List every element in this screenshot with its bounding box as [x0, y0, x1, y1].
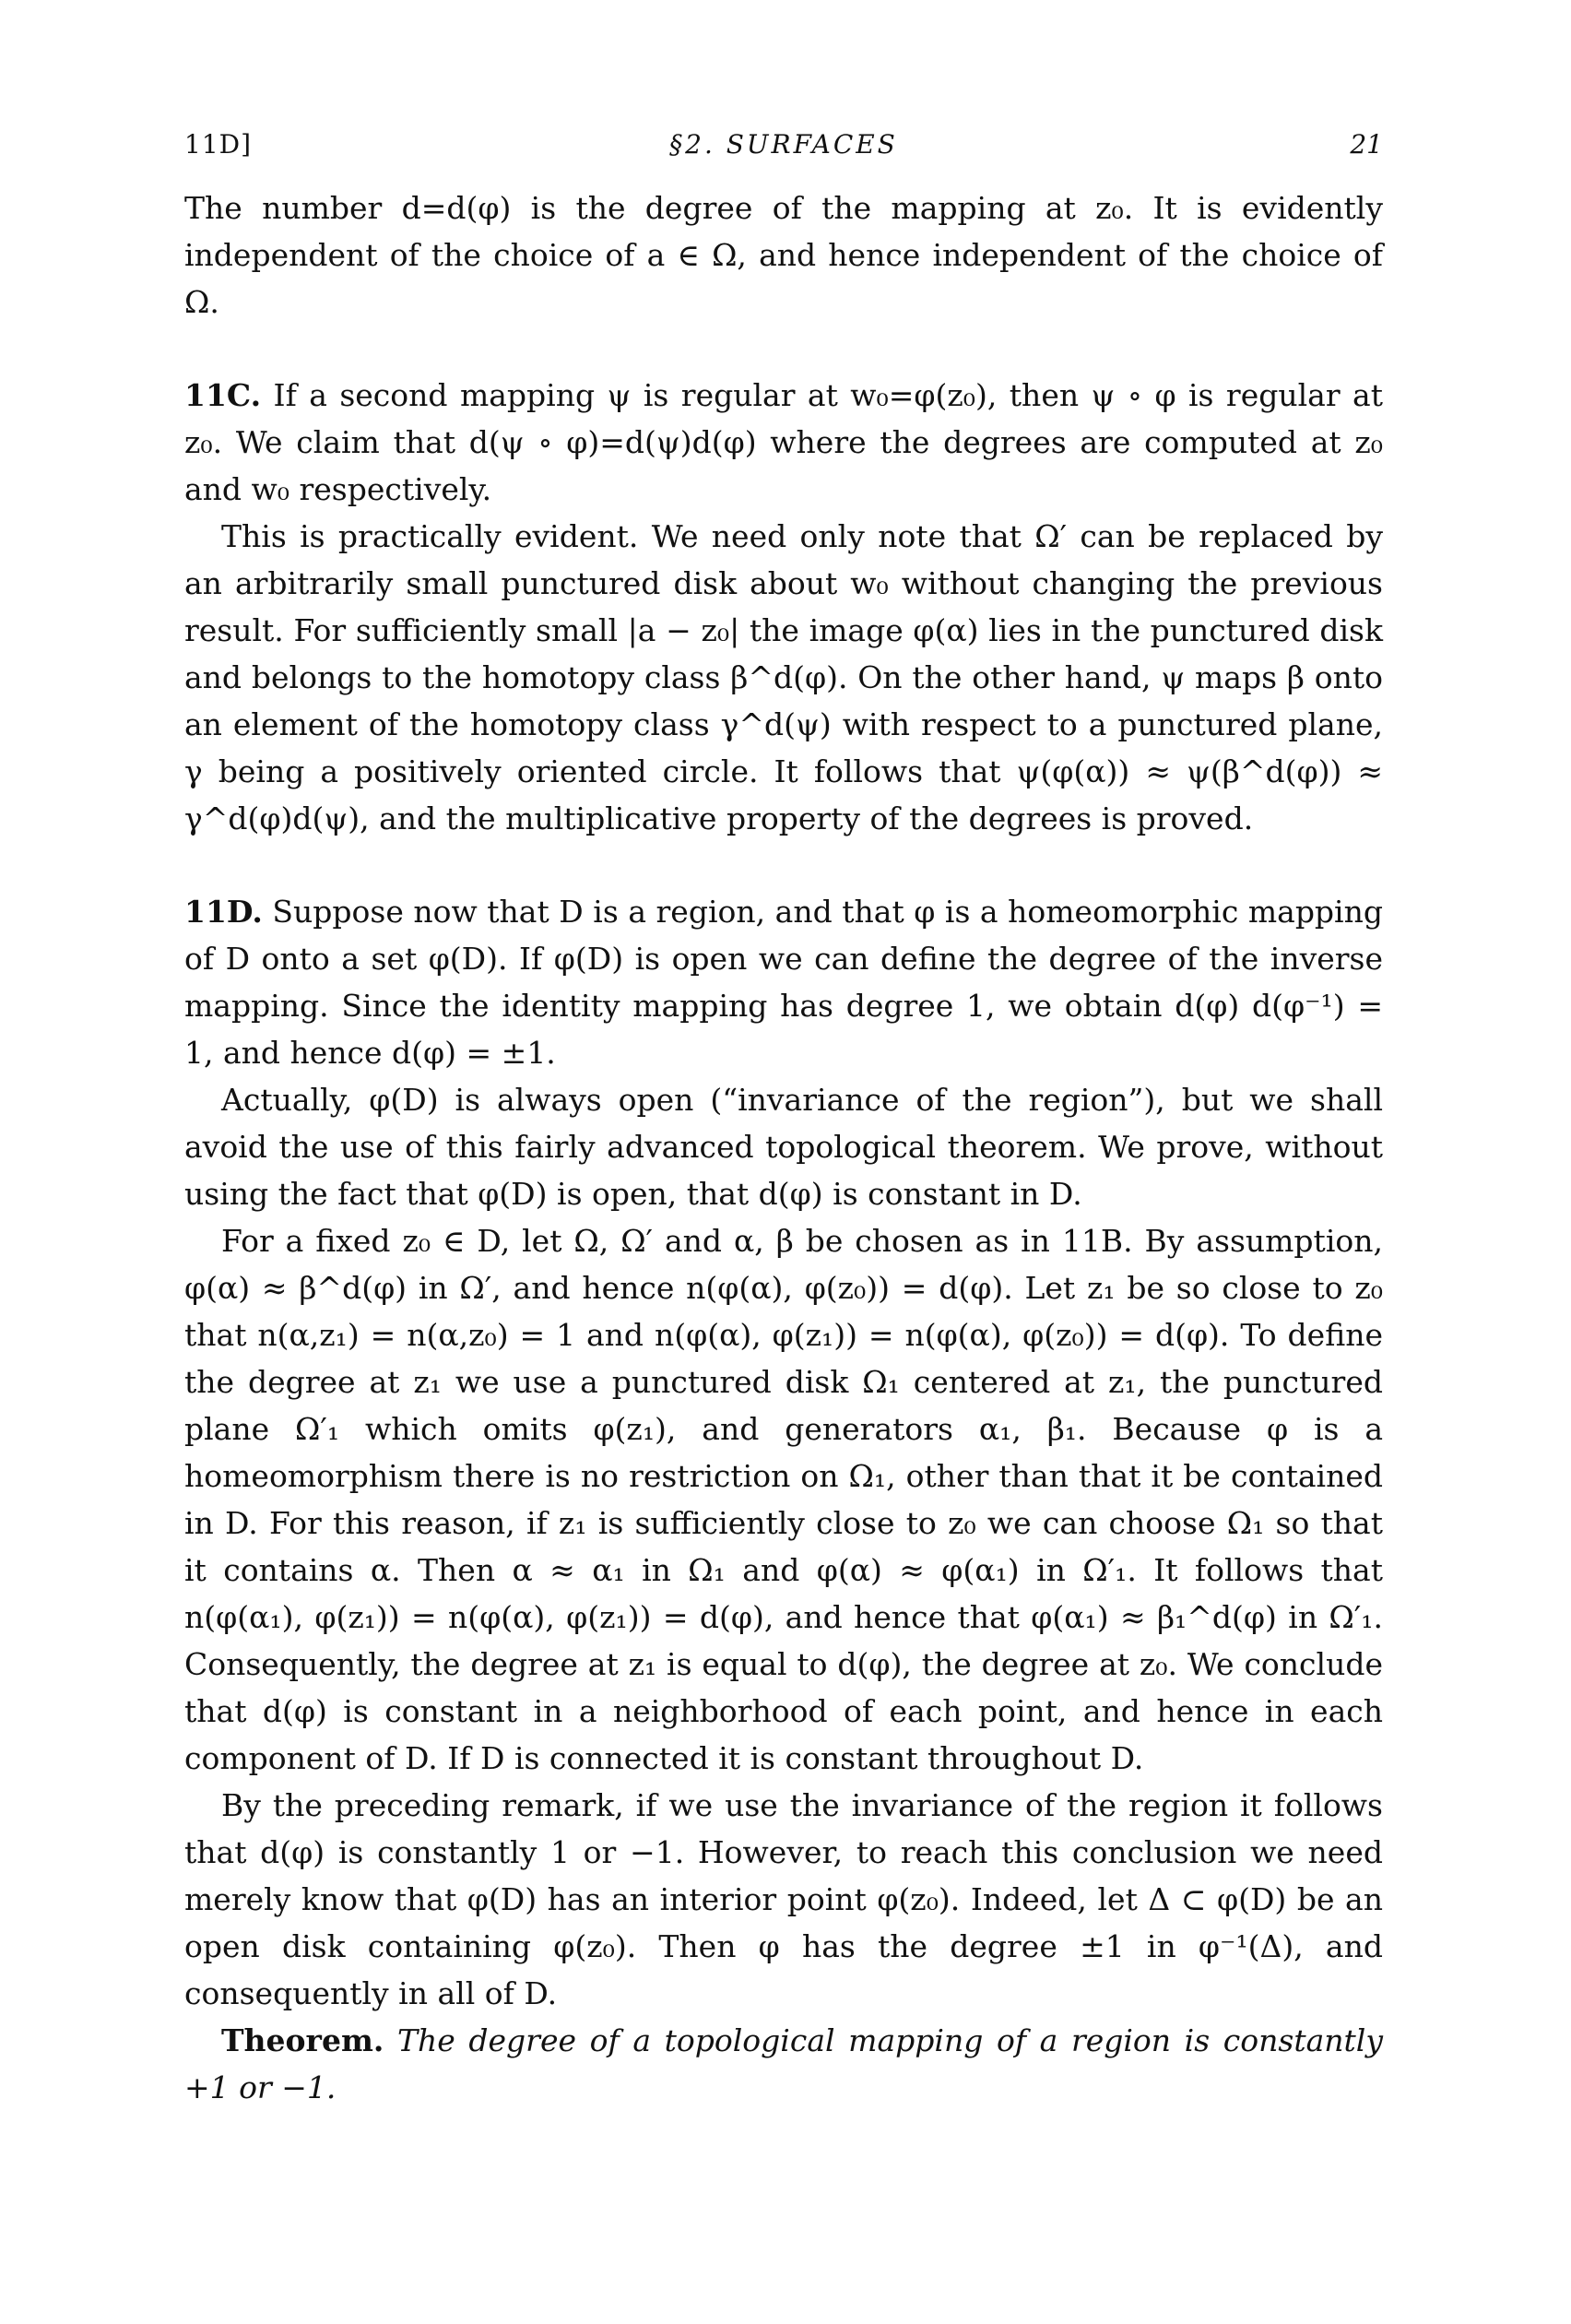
page-number: 21	[1350, 129, 1383, 160]
section-11c-text: If a second mapping ψ is regular at w₀=φ(z₀), then ψ ∘ φ is regular at z₀. We claim that d(ψ ∘ φ)=d(ψ)d(φ) where the degrees are computed at z₀ and w₀ respectively.	[184, 377, 1383, 507]
spacer	[184, 326, 1383, 372]
paragraph-fixed-point: For a fixed z₀ ∈ D, let Ω, Ω′ and α, β be chosen as in 11B. By assumption, φ(α) ≈ β^d(φ) in Ω′, and hence n(φ(α), φ(z₀)) = d(φ). Let z₁ be so close to z₀ that n(α,z₁) = n(α,z₀) = 1 and n(φ(α), φ(z₁)) = n(φ(α), φ(z₀)) = d(φ). To define the degree at z₁ we use a punctured disk Ω₁ centered at z₁, the punctured plane Ω′₁ which omits φ(z₁), and generators α₁, β₁. Because φ is a homeomorphism there is no restriction on Ω₁, other than that it be contained in D. For this reason, if z₁ is sufficiently close to z₀ we can choose Ω₁ so that it contains α. Then α ≈ α₁ in Ω₁ and φ(α) ≈ φ(α₁) in Ω′₁. It follows that n(φ(α₁), φ(z₁)) = n(φ(α), φ(z₁)) = d(φ), and hence that φ(α₁) ≈ β₁^d(φ) in Ω′₁. Consequently, the degree at z₁ is equal to d(φ), the degree at z₀. We conclude that d(φ) is constant in a neighborhood of each point, and hence in each component of D. If D is connected it is constant throughout D.	[184, 1223, 1383, 1776]
theorem-label: Theorem.	[221, 2022, 384, 2058]
section-11d-label: 11D.	[184, 894, 263, 930]
page	[184, 129, 1383, 2111]
section-11c-label: 11C.	[184, 377, 262, 413]
paragraph-invariance: Actually, φ(D) is always open (“invariance of the region”), but we shall avoid the use of this fairly advanced topological theorem. We prove, without using the fact that φ(D) is open, that d(φ) is constant in D.	[184, 1082, 1383, 1212]
theorem	[184, 2017, 1383, 2111]
spacer	[184, 842, 1383, 888]
paragraph-degree-definition: The number d=d(φ) is the degree of the mapping at z₀. It is evidently independent of the choice of a ∈ Ω, and hence independent of the choice of Ω.	[184, 190, 1383, 320]
section-11d-text: Suppose now that D is a region, and that φ is a homeomorphic mapping of D onto a set φ(D). If φ(D) is open we can define the degree of the inverse mapping. Since the identity mapping has degree 1, we obtain d(φ) d(φ⁻¹) = 1, and hence d(φ) = ±1.	[184, 894, 1383, 1071]
paragraph-preceding-remark: By the preceding remark, if we use the invariance of the region it follows that d(φ) is constantly 1 or −1. However, to reach this conclusion we need merely know that φ(D) has an interior point φ(z₀). Indeed, let Δ ⊂ φ(D) be an open disk containing φ(z₀). Then φ has the degree ±1 in φ⁻¹(Δ), and consequently in all of D.	[184, 1787, 1383, 2011]
section-ref: 11D]	[184, 129, 253, 160]
running-head	[184, 129, 1383, 184]
paragraph-proof-11c: This is practically evident. We need only note that Ω′ can be replaced by an arbitrarily small punctured disk about w₀ without changing the previous result. For sufficiently small |a − z₀| the image φ(α) lies in the punctured disk and belongs to the homotopy class β^d(φ). On the other hand, ψ maps β onto an element of the homotopy class γ^d(ψ) with respect to a punctured plane, γ being a positively oriented circle. It follows that ψ(φ(α)) ≈ ψ(β^d(φ)) ≈ γ^d(φ)d(ψ), and the multiplicative property of the degrees is proved.	[184, 518, 1383, 836]
chapter-title: §2. SURFACES	[669, 129, 898, 160]
section-11d	[184, 888, 1383, 1076]
section-11c	[184, 372, 1383, 513]
theorem-text: The degree of a topological mapping of a region is constantly +1 or −1.	[184, 2022, 1383, 2105]
